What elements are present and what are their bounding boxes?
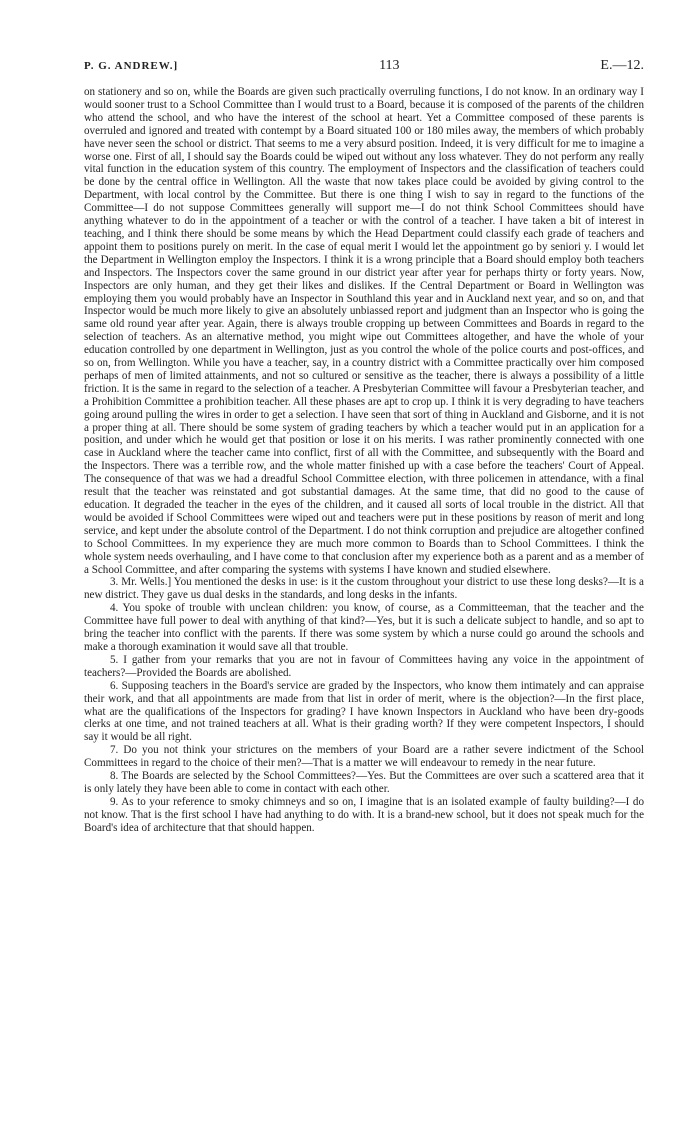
document-reference: E.—12. bbox=[600, 58, 644, 73]
paragraph-continued-answer: on stationery and so on, while the Boards are given such practically overruling functions, I do not know. In an ordinary way I would sooner trust to a School Committee than I would trust to a Board, because it is composed of the parents of the children who attend the school, and who have the interest of the school at heart. Yet a Committee composed of these parents is overruled and ignored and treated with contempt by a Board situated 100 or 180 miles away, the members of which probably have never seen the school or district. That seems to me a very absurd position. Indeed, it is very difficult for me to imagine a worse one. First of all, I should say the Boards could be wiped out without any loss whatever. They do not perform any really vital function in the education system of this country. The employment of Inspectors and the classification of teachers could be done by the central office in Wellington. All the waste that now takes place could be avoided by giving control to the Department, with local control by the Committee. But there is one thing I wish to say in regard to the functions of the Committee—I do not suppose Committees generally will support me—I do not think School Committees should have anything whatever to do in the appointment of a teacher or with the control of a teacher. I have taken a bit of interest in teaching, and I think there should be some means by which the Head Department could classify each grade of teachers and appoint them to positions purely on merit. In the case of equal merit I would let the appointment go by seniori y. I would let the Department in Wellington employ the Inspectors. I think it is a wrong principle that a Board should employ both teachers and Inspectors. The Inspectors cover the same ground in our district year after year for perhaps thirty or forty years. Now, Inspectors are only human, and they get their likes and dislikes. If the Central Department or Board in Wellington was employing them you would probably have an Inspector in Southland this year and in Auckland next year, and so on, and that Inspector would be much more likely to give an absolutely unbiassed report and judgment than an Inspector who is going the same old round year after year. Again, there is always trouble cropping up between Committees and Boards in regard to the selection of teachers. As an alternative method, you might wipe out Committees altogether, and have the whole of your education controlled by one department in Wellington, just as you control the whole of the police courts and post-offices, and so on, from Wellington. While you have a teacher, say, in a country district with a Committee practically over him composed perhaps of men of limited attainments, and not so cultured or sensitive as the teacher, there is always a possibility of a little friction. It is the same in regard to the selection of a teacher. A Presbyterian Committee will favour a Presbyterian teacher, and a Prohibition Committee a prohibition teacher. All these phases are apt to crop up. I think it is very degrading to have teachers going around pulling the wires in order to get a selection. I have seen that sort of thing in Auckland and Gisborne, and it is not a proper thing at all. There should be some system of grading teachers by which a teacher would put in an application for a position, and under which he would get that position or lose it on his merits. I was rather prominently connected with one case in Auckland where the teacher came into conflict, first of all with the Committee, and subsequently with the Board and the Inspectors. There was a terrible row, and the whole matter finished up with a case before the teachers' Court of Appeal. The consequence of that was we had a dreadful School Committee election, with three policemen in attendance, with a final result that the teacher was reinstated and got substantial damages. At the same time, that did no good to the cause of education. It degraded the teacher in the eyes of the children, and it caused all sorts of local trouble in the district. All that would be avoided if School Committees were wiped out and teachers were put in these positions by reason of merit and long service, and kept under the absolute control of the Department. I do not think corruption and prejudice are altogether confined to School Committees. In my experience they are much more common to Boards than to School Committees. I think the whole system needs overhauling, and I have come to that conclusion after my experience both as a parent and as a member of a School Committee, and after comparing the systems with systems I have known and studied elsewhere. bbox=[84, 86, 644, 576]
question-4: 4. You spoke of trouble with unclean children: you know, of course, as a Committeeman, that the teacher and the Committee have full power to deal with anything of that kind?—Yes, but it is such a delicate subject to handle, and so apt to bring the teacher into conflict with the parents. If there was some system by which a nurse could go around the schools and make a thorough examination it would save all that trouble. bbox=[84, 602, 644, 653]
question-6: 6. Supposing teachers in the Board's service are graded by the Inspectors, who know them intimately and can appraise their work, and that all appointments are made from that list in order of merit, where is the objection?—In the first place, what are the qualifications of the Inspectors for grading? I have known Inspectors in Auckland who have been dry-goods clerks at one time, and not trained teachers at all. What is their grading worth? If they were competent Inspectors, I should say it would be all right. bbox=[84, 679, 644, 744]
running-head bbox=[84, 58, 644, 80]
question-3: 3. Mr. Wells.] You mentioned the desks in use: is it the custom throughout your district to use these long desks?—It is a new district. They gave us dual desks in the standards, and long desks in the infants. bbox=[84, 576, 644, 602]
body-text bbox=[84, 86, 644, 835]
question-9: 9. As to your reference to smoky chimneys and so on, I imagine that is an isolated example of faulty building?—I do not know. That is the first school I have had anything to do with. It is a brand-new school, but it does not speak much for the Board's idea of architecture that that should happen. bbox=[84, 795, 644, 834]
question-5: 5. I gather from your remarks that you are not in favour of Committees having any voice in the appointment of teachers?—Provided the Boards are abolished. bbox=[84, 653, 644, 679]
question-7: 7. Do you not think your strictures on the members of your Board are a rather severe indictment of the School Committees in regard to the choice of their men?—That is a matter we will endeavour to remedy in the near future. bbox=[84, 744, 644, 770]
question-8: 8. The Boards are selected by the School Committees?—Yes. But the Committees are over such a scattered area that it is only lately they have been able to come in contact with each other. bbox=[84, 770, 644, 795]
witness-name: P. G. ANDREW.] bbox=[84, 60, 179, 72]
page-number: 113 bbox=[379, 58, 400, 73]
